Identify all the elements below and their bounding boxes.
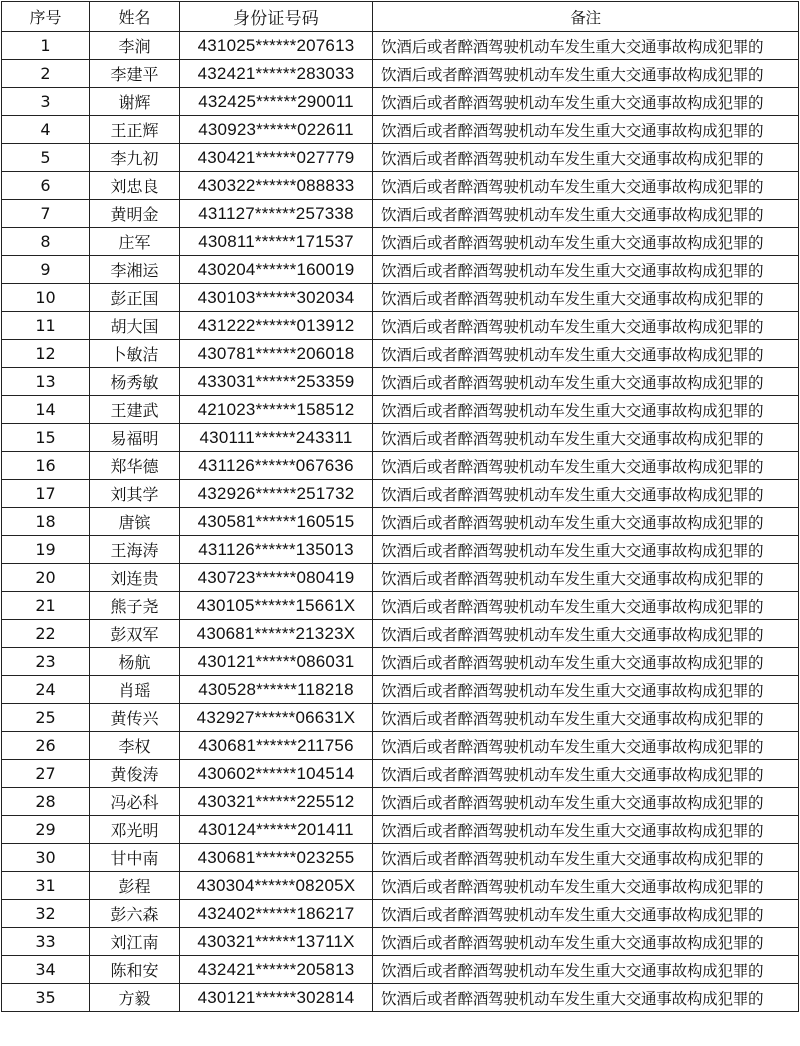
cell-note: 饮酒后或者醉酒驾驶机动车发生重大交通事故构成犯罪的: [373, 116, 799, 144]
cell-id: 430304******08205X: [180, 872, 373, 900]
table-row: [2, 508, 799, 536]
cell-note: 饮酒后或者醉酒驾驶机动车发生重大交通事故构成犯罪的: [373, 452, 799, 480]
cell-id: 431126******067636: [180, 452, 373, 480]
cell-no: 35: [2, 984, 90, 1012]
cell-no: 4: [2, 116, 90, 144]
cell-no: 32: [2, 900, 90, 928]
table-row: [2, 144, 799, 172]
cell-note: 饮酒后或者醉酒驾驶机动车发生重大交通事故构成犯罪的: [373, 676, 799, 704]
cell-no: 7: [2, 200, 90, 228]
cell-id: 432421******205813: [180, 956, 373, 984]
table-row: [2, 340, 799, 368]
cell-name: 黄明金: [90, 200, 180, 228]
cell-id: 430124******201411: [180, 816, 373, 844]
table-body: [2, 32, 799, 1012]
cell-id: 430421******027779: [180, 144, 373, 172]
cell-note: 饮酒后或者醉酒驾驶机动车发生重大交通事故构成犯罪的: [373, 480, 799, 508]
cell-id: 431025******207613: [180, 32, 373, 60]
cell-no: 8: [2, 228, 90, 256]
cell-note: 饮酒后或者醉酒驾驶机动车发生重大交通事故构成犯罪的: [373, 564, 799, 592]
table-row: [2, 928, 799, 956]
table-row: [2, 536, 799, 564]
table-row: [2, 88, 799, 116]
cell-note: 饮酒后或者醉酒驾驶机动车发生重大交通事故构成犯罪的: [373, 284, 799, 312]
table-row: [2, 32, 799, 60]
cell-note: 饮酒后或者醉酒驾驶机动车发生重大交通事故构成犯罪的: [373, 844, 799, 872]
cell-name: 彭正国: [90, 284, 180, 312]
cell-id: 430528******118218: [180, 676, 373, 704]
cell-note: 饮酒后或者醉酒驾驶机动车发生重大交通事故构成犯罪的: [373, 648, 799, 676]
cell-name: 彭双军: [90, 620, 180, 648]
cell-name: 肖瑶: [90, 676, 180, 704]
cell-name: 刘连贵: [90, 564, 180, 592]
cell-name: 李湘运: [90, 256, 180, 284]
table-row: [2, 984, 799, 1012]
cell-note: 饮酒后或者醉酒驾驶机动车发生重大交通事故构成犯罪的: [373, 340, 799, 368]
cell-id: 432926******251732: [180, 480, 373, 508]
cell-note: 饮酒后或者醉酒驾驶机动车发生重大交通事故构成犯罪的: [373, 200, 799, 228]
table-row: [2, 200, 799, 228]
cell-id: 430681******211756: [180, 732, 373, 760]
cell-name: 王海涛: [90, 536, 180, 564]
cell-no: 26: [2, 732, 90, 760]
cell-no: 16: [2, 452, 90, 480]
cell-id: 430322******088833: [180, 172, 373, 200]
cell-note: 饮酒后或者醉酒驾驶机动车发生重大交通事故构成犯罪的: [373, 984, 799, 1012]
cell-no: 30: [2, 844, 90, 872]
cell-name: 刘其学: [90, 480, 180, 508]
cell-id: 430811******171537: [180, 228, 373, 256]
cell-name: 刘江南: [90, 928, 180, 956]
cell-no: 28: [2, 788, 90, 816]
cell-id: 430923******022611: [180, 116, 373, 144]
cell-no: 20: [2, 564, 90, 592]
column-header-no: 序号: [2, 2, 90, 32]
table-row: [2, 116, 799, 144]
cell-note: 饮酒后或者醉酒驾驶机动车发生重大交通事故构成犯罪的: [373, 956, 799, 984]
table-row: [2, 592, 799, 620]
cell-name: 黄俊涛: [90, 760, 180, 788]
table-row: [2, 816, 799, 844]
cell-id: 431222******013912: [180, 312, 373, 340]
cell-id: 430581******160515: [180, 508, 373, 536]
cell-id: 430103******302034: [180, 284, 373, 312]
cell-id: 430321******225512: [180, 788, 373, 816]
cell-id: 430681******023255: [180, 844, 373, 872]
cell-note: 饮酒后或者醉酒驾驶机动车发生重大交通事故构成犯罪的: [373, 900, 799, 928]
cell-no: 3: [2, 88, 90, 116]
cell-note: 饮酒后或者醉酒驾驶机动车发生重大交通事故构成犯罪的: [373, 396, 799, 424]
cell-note: 饮酒后或者醉酒驾驶机动车发生重大交通事故构成犯罪的: [373, 228, 799, 256]
cell-no: 19: [2, 536, 90, 564]
table-row: [2, 620, 799, 648]
cell-no: 24: [2, 676, 90, 704]
table-row: [2, 480, 799, 508]
table-row: [2, 788, 799, 816]
cell-id: 430121******302814: [180, 984, 373, 1012]
cell-no: 12: [2, 340, 90, 368]
cell-note: 饮酒后或者醉酒驾驶机动车发生重大交通事故构成犯罪的: [373, 704, 799, 732]
cell-note: 饮酒后或者醉酒驾驶机动车发生重大交通事故构成犯罪的: [373, 312, 799, 340]
cell-id: 430321******13711X: [180, 928, 373, 956]
cell-name: 方毅: [90, 984, 180, 1012]
cell-id: 433031******253359: [180, 368, 373, 396]
cell-note: 饮酒后或者醉酒驾驶机动车发生重大交通事故构成犯罪的: [373, 592, 799, 620]
cell-id: 430781******206018: [180, 340, 373, 368]
cell-no: 27: [2, 760, 90, 788]
column-header-name: 姓名: [90, 2, 180, 32]
cell-note: 饮酒后或者醉酒驾驶机动车发生重大交通事故构成犯罪的: [373, 536, 799, 564]
table-row: [2, 284, 799, 312]
cell-name: 彭程: [90, 872, 180, 900]
column-header-id: 身份证号码: [180, 2, 373, 32]
cell-id: 430723******080419: [180, 564, 373, 592]
cell-id: 430111******243311: [180, 424, 373, 452]
cell-note: 饮酒后或者醉酒驾驶机动车发生重大交通事故构成犯罪的: [373, 732, 799, 760]
cell-id: 430602******104514: [180, 760, 373, 788]
cell-note: 饮酒后或者醉酒驾驶机动车发生重大交通事故构成犯罪的: [373, 368, 799, 396]
cell-note: 饮酒后或者醉酒驾驶机动车发生重大交通事故构成犯罪的: [373, 788, 799, 816]
cell-note: 饮酒后或者醉酒驾驶机动车发生重大交通事故构成犯罪的: [373, 32, 799, 60]
cell-note: 饮酒后或者醉酒驾驶机动车发生重大交通事故构成犯罪的: [373, 760, 799, 788]
cell-id: 430105******15661X: [180, 592, 373, 620]
cell-no: 15: [2, 424, 90, 452]
table-row: [2, 704, 799, 732]
table-row: [2, 424, 799, 452]
cell-name: 王正辉: [90, 116, 180, 144]
table-row: [2, 648, 799, 676]
cell-no: 17: [2, 480, 90, 508]
table-row: [2, 844, 799, 872]
cell-no: 18: [2, 508, 90, 536]
table-row: [2, 956, 799, 984]
cell-note: 饮酒后或者醉酒驾驶机动车发生重大交通事故构成犯罪的: [373, 928, 799, 956]
cell-no: 31: [2, 872, 90, 900]
cell-id: 432421******283033: [180, 60, 373, 88]
cell-no: 34: [2, 956, 90, 984]
cell-name: 冯必科: [90, 788, 180, 816]
cell-note: 饮酒后或者醉酒驾驶机动车发生重大交通事故构成犯罪的: [373, 620, 799, 648]
cell-name: 庄军: [90, 228, 180, 256]
cell-no: 10: [2, 284, 90, 312]
table-row: [2, 564, 799, 592]
cell-note: 饮酒后或者醉酒驾驶机动车发生重大交通事故构成犯罪的: [373, 88, 799, 116]
cell-no: 25: [2, 704, 90, 732]
cell-name: 卜敏洁: [90, 340, 180, 368]
table-row: [2, 396, 799, 424]
cell-id: 432425******290011: [180, 88, 373, 116]
cell-no: 21: [2, 592, 90, 620]
table-row: [2, 732, 799, 760]
column-header-note: 备注: [373, 2, 799, 32]
cell-name: 易福明: [90, 424, 180, 452]
cell-name: 刘忠良: [90, 172, 180, 200]
cell-name: 谢辉: [90, 88, 180, 116]
table-row: [2, 172, 799, 200]
cell-no: 5: [2, 144, 90, 172]
table-row: [2, 368, 799, 396]
table-row: [2, 676, 799, 704]
violators-table: [1, 1, 799, 1012]
cell-no: 33: [2, 928, 90, 956]
cell-id: 430681******21323X: [180, 620, 373, 648]
cell-no: 1: [2, 32, 90, 60]
cell-note: 饮酒后或者醉酒驾驶机动车发生重大交通事故构成犯罪的: [373, 816, 799, 844]
cell-no: 9: [2, 256, 90, 284]
cell-name: 杨航: [90, 648, 180, 676]
cell-name: 李九初: [90, 144, 180, 172]
cell-no: 11: [2, 312, 90, 340]
cell-name: 邓光明: [90, 816, 180, 844]
cell-id: 432927******06631X: [180, 704, 373, 732]
table-row: [2, 900, 799, 928]
cell-no: 14: [2, 396, 90, 424]
cell-name: 唐镔: [90, 508, 180, 536]
cell-note: 饮酒后或者醉酒驾驶机动车发生重大交通事故构成犯罪的: [373, 256, 799, 284]
cell-name: 黄传兴: [90, 704, 180, 732]
cell-name: 甘中南: [90, 844, 180, 872]
table-row: [2, 60, 799, 88]
cell-no: 2: [2, 60, 90, 88]
table-header-row: [2, 2, 799, 32]
table-row: [2, 228, 799, 256]
cell-id: 432402******186217: [180, 900, 373, 928]
cell-note: 饮酒后或者醉酒驾驶机动车发生重大交通事故构成犯罪的: [373, 424, 799, 452]
cell-id: 431126******135013: [180, 536, 373, 564]
cell-name: 杨秀敏: [90, 368, 180, 396]
cell-id: 431127******257338: [180, 200, 373, 228]
table-row: [2, 312, 799, 340]
cell-id: 430204******160019: [180, 256, 373, 284]
cell-id: 430121******086031: [180, 648, 373, 676]
cell-name: 李建平: [90, 60, 180, 88]
table-row: [2, 760, 799, 788]
cell-name: 李涧: [90, 32, 180, 60]
table-row: [2, 452, 799, 480]
cell-name: 熊子尧: [90, 592, 180, 620]
cell-no: 29: [2, 816, 90, 844]
cell-name: 王建武: [90, 396, 180, 424]
cell-name: 郑华德: [90, 452, 180, 480]
cell-note: 饮酒后或者醉酒驾驶机动车发生重大交通事故构成犯罪的: [373, 60, 799, 88]
table-row: [2, 872, 799, 900]
cell-no: 22: [2, 620, 90, 648]
cell-name: 彭六森: [90, 900, 180, 928]
cell-no: 23: [2, 648, 90, 676]
cell-note: 饮酒后或者醉酒驾驶机动车发生重大交通事故构成犯罪的: [373, 872, 799, 900]
table-row: [2, 256, 799, 284]
cell-note: 饮酒后或者醉酒驾驶机动车发生重大交通事故构成犯罪的: [373, 172, 799, 200]
cell-id: 421023******158512: [180, 396, 373, 424]
cell-note: 饮酒后或者醉酒驾驶机动车发生重大交通事故构成犯罪的: [373, 508, 799, 536]
cell-no: 13: [2, 368, 90, 396]
cell-name: 胡大国: [90, 312, 180, 340]
cell-name: 陈和安: [90, 956, 180, 984]
cell-no: 6: [2, 172, 90, 200]
cell-note: 饮酒后或者醉酒驾驶机动车发生重大交通事故构成犯罪的: [373, 144, 799, 172]
cell-name: 李权: [90, 732, 180, 760]
